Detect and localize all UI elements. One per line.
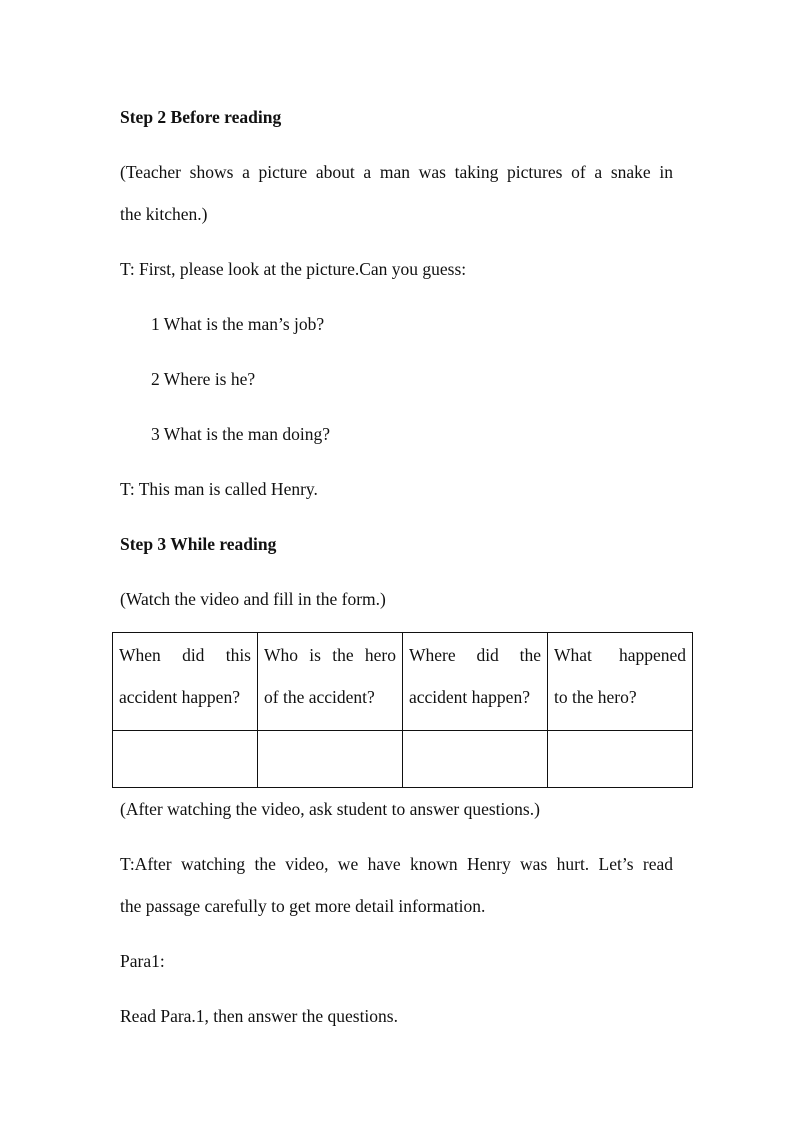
header-what-line1: What happened: [554, 645, 686, 665]
header-when-line2: accident happen?: [119, 687, 240, 707]
teacher-intro: T: This man is called Henry.: [120, 479, 318, 499]
header-who-line1: Who is the hero: [264, 645, 396, 665]
step3-heading: Step 3 While reading: [120, 534, 277, 554]
after-video-note: (After watching the video, ask student to answer questions.): [120, 799, 540, 819]
table-header-cell: [403, 633, 548, 731]
fill-in-form-table: [112, 632, 693, 788]
teacher-prompt: T: First, please look at the picture.Can you guess:: [120, 259, 467, 279]
question-2: 2 Where is he?: [151, 369, 256, 389]
table-blank-row: [113, 731, 693, 788]
table-header-row: [113, 633, 693, 731]
table-header-cell: [258, 633, 403, 731]
answer-cell-where[interactable]: [403, 731, 548, 788]
answer-cell-when[interactable]: [113, 731, 258, 788]
header-where-line2: accident happen?: [409, 687, 530, 707]
step3-instruction: (Watch the video and fill in the form.): [120, 589, 386, 609]
header-where-line1: Where did the: [409, 645, 541, 665]
teacher-line2: the passage carefully to get more detail information.: [120, 896, 486, 916]
question-1: 1 What is the man’s job?: [151, 314, 325, 334]
question-3: 3 What is the man doing?: [151, 424, 331, 444]
header-who-line2: of the accident?: [264, 687, 375, 707]
answer-cell-who[interactable]: [258, 731, 403, 788]
teacher-line1: T:After watching the video, we have known Henry was hurt. Let’s read: [120, 854, 673, 874]
step2-intro-line1: (Teacher shows a picture about a man was taking pictures of a snake in: [120, 162, 673, 182]
step2-heading: Step 2 Before reading: [120, 107, 282, 127]
table-header-cell: [113, 633, 258, 731]
answer-cell-what[interactable]: [548, 731, 693, 788]
para-label: Para1:: [120, 951, 165, 971]
step2-intro-line2: the kitchen.): [120, 204, 208, 224]
header-when-line1: When did this: [119, 645, 251, 665]
para-instruction: Read Para.1, then answer the questions.: [120, 1006, 398, 1026]
table-header-cell: [548, 633, 693, 731]
header-what-line2: to the hero?: [554, 687, 637, 707]
